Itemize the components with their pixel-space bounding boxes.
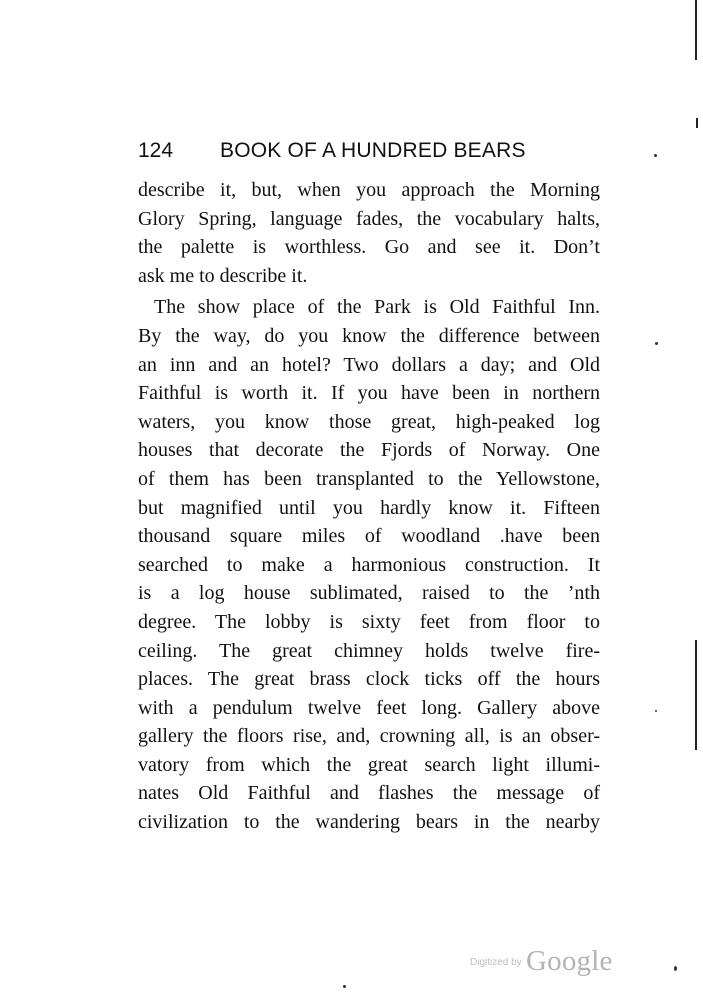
text-line: Glory Spring, language fades, the vocabulary halts, bbox=[138, 207, 600, 230]
text-line: The show place of the Park is Old Faithful Inn. bbox=[154, 296, 600, 319]
text-line: Faithful is worth it. If you have been in northern bbox=[138, 382, 600, 405]
running-title: BOOK OF A HUNDRED BEARS bbox=[220, 139, 526, 162]
scan-edge-mark bbox=[695, 0, 697, 60]
text-line: ask me to describe it. bbox=[138, 264, 308, 287]
text-line: nates Old Faithful and flashes the message of bbox=[138, 782, 600, 805]
text-line: By the way, do you know the difference between bbox=[138, 324, 600, 347]
text-line: the palette is worthless. Go and see it. Don’t bbox=[138, 236, 600, 259]
paragraph-1 bbox=[138, 176, 600, 290]
scan-speck bbox=[343, 985, 346, 988]
text-line: waters, you know those great, high-peaked log bbox=[138, 410, 600, 433]
text-line: degree. The lobby is sixty feet from floor to bbox=[138, 610, 600, 633]
text-line: with a pendulum twelve feet long. Gallery above bbox=[138, 696, 600, 719]
text-line: describe it, but, when you approach the Morning bbox=[138, 179, 600, 201]
scan-speck bbox=[655, 710, 657, 712]
page-header bbox=[138, 133, 598, 169]
scan-speck bbox=[674, 966, 677, 971]
text-line: is a log house sublimated, raised to the ’nth bbox=[138, 582, 600, 605]
text-line: searched to make a harmonious construction. It bbox=[138, 553, 600, 576]
paragraph-2 bbox=[138, 293, 600, 836]
scan-speck bbox=[654, 154, 657, 157]
text-line: an inn and an hotel? Two dollars a day; and Old bbox=[138, 353, 600, 376]
text-line: of them has been transplanted to the Yellowstone, bbox=[138, 467, 600, 490]
page-number: 124 bbox=[138, 139, 174, 162]
digitized-by-label: Digitized by bbox=[470, 957, 522, 968]
body-text bbox=[138, 176, 600, 837]
scan-edge-mark bbox=[696, 118, 698, 128]
scan-edge-mark bbox=[695, 640, 697, 750]
text-line: civilization to the wandering bears in the nearby bbox=[138, 811, 600, 834]
text-line: places. The great brass clock ticks off the hours bbox=[138, 668, 600, 691]
google-logo: Google bbox=[526, 945, 613, 977]
text-line: thousand square miles of woodland .have been bbox=[138, 525, 600, 548]
text-line: houses that decorate the Fjords of Norway. One bbox=[138, 439, 600, 462]
text-line: but magnified until you hardly know it. Fifteen bbox=[138, 496, 600, 519]
text-line: vatory from which the great search light illumi- bbox=[138, 753, 600, 776]
text-line: gallery the floors rise, and, crowning all, is an obser- bbox=[138, 725, 600, 748]
scan-speck bbox=[655, 342, 658, 345]
text-line: ceiling. The great chimney holds twelve fire- bbox=[138, 639, 600, 662]
